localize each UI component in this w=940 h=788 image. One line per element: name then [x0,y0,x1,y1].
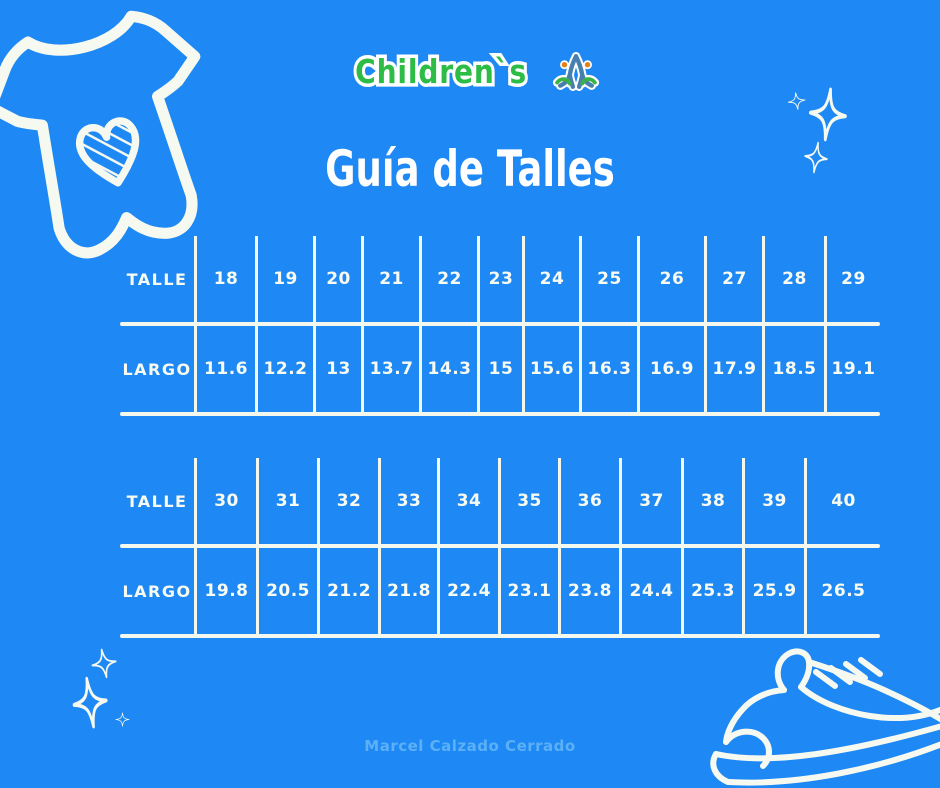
size-cell: 34 [437,458,498,544]
size-cell: 23.1 [498,548,558,634]
children-logo-icon [552,50,600,92]
size-cell: 29 [824,236,880,322]
size-cell: 19.8 [194,548,256,634]
brand-logo [0,50,940,92]
size-cell: 30 [194,458,256,544]
table1-talle-row [120,236,880,322]
size-cell: 11.6 [194,326,255,412]
size-cell: 19 [255,236,313,322]
brand-name: Children`s [355,51,527,91]
size-cell: 13.7 [361,326,419,412]
size-cell: 35 [498,458,558,544]
size-cell: 38 [681,458,742,544]
watermark-text: Marcel Calzado Cerrado [364,737,576,755]
size-cell: 23.8 [558,548,619,634]
size-cell: 28 [762,236,824,322]
size-cell: 22.4 [437,548,498,634]
size-cell: 21 [361,236,419,322]
size-cell: 16.9 [637,326,704,412]
size-cell: 23 [477,236,522,322]
row-label-largo: LARGO [122,581,192,601]
table2-talle-row [120,458,880,544]
size-cell: 40 [804,458,880,544]
table-bottom-line [120,412,880,416]
size-cell: 36 [558,458,619,544]
size-cell: 18.5 [762,326,824,412]
size-cell: 26.5 [804,548,880,634]
size-cell: 18 [194,236,255,322]
size-cell: 15.6 [522,326,579,412]
size-cell: 21.2 [317,548,378,634]
size-cell: 12.2 [255,326,313,412]
size-cell: 25.3 [681,548,742,634]
row-label-talle: TALLE [126,269,188,289]
size-cell: 37 [619,458,681,544]
size-cell: 24.4 [619,548,681,634]
size-cell: 20 [313,236,361,322]
size-cell: 33 [378,458,437,544]
table-bottom-line [120,634,880,638]
row-label-talle: TALLE [126,491,188,511]
size-table-1 [120,236,880,416]
size-cell: 13 [313,326,361,412]
size-cell: 15 [477,326,522,412]
size-cell: 19.1 [824,326,880,412]
sneaker-icon [700,640,940,788]
row-label-largo: LARGO [122,359,192,379]
table2-largo-row [120,548,880,634]
table1-largo-row [120,326,880,412]
size-cell: 17.9 [704,326,762,412]
page-title: Guía de Talles [325,140,615,198]
size-cell: 25 [579,236,637,322]
size-cell: 21.8 [378,548,437,634]
size-cell: 26 [637,236,704,322]
size-cell: 14.3 [419,326,477,412]
size-cell: 27 [704,236,762,322]
size-cell: 20.5 [256,548,317,634]
size-cell: 16.3 [579,326,637,412]
size-cell: 32 [317,458,378,544]
size-cell: 31 [256,458,317,544]
size-cell: 25.9 [742,548,804,634]
size-cell: 39 [742,458,804,544]
size-table-2 [120,458,880,638]
size-cell: 22 [419,236,477,322]
size-cell: 24 [522,236,579,322]
